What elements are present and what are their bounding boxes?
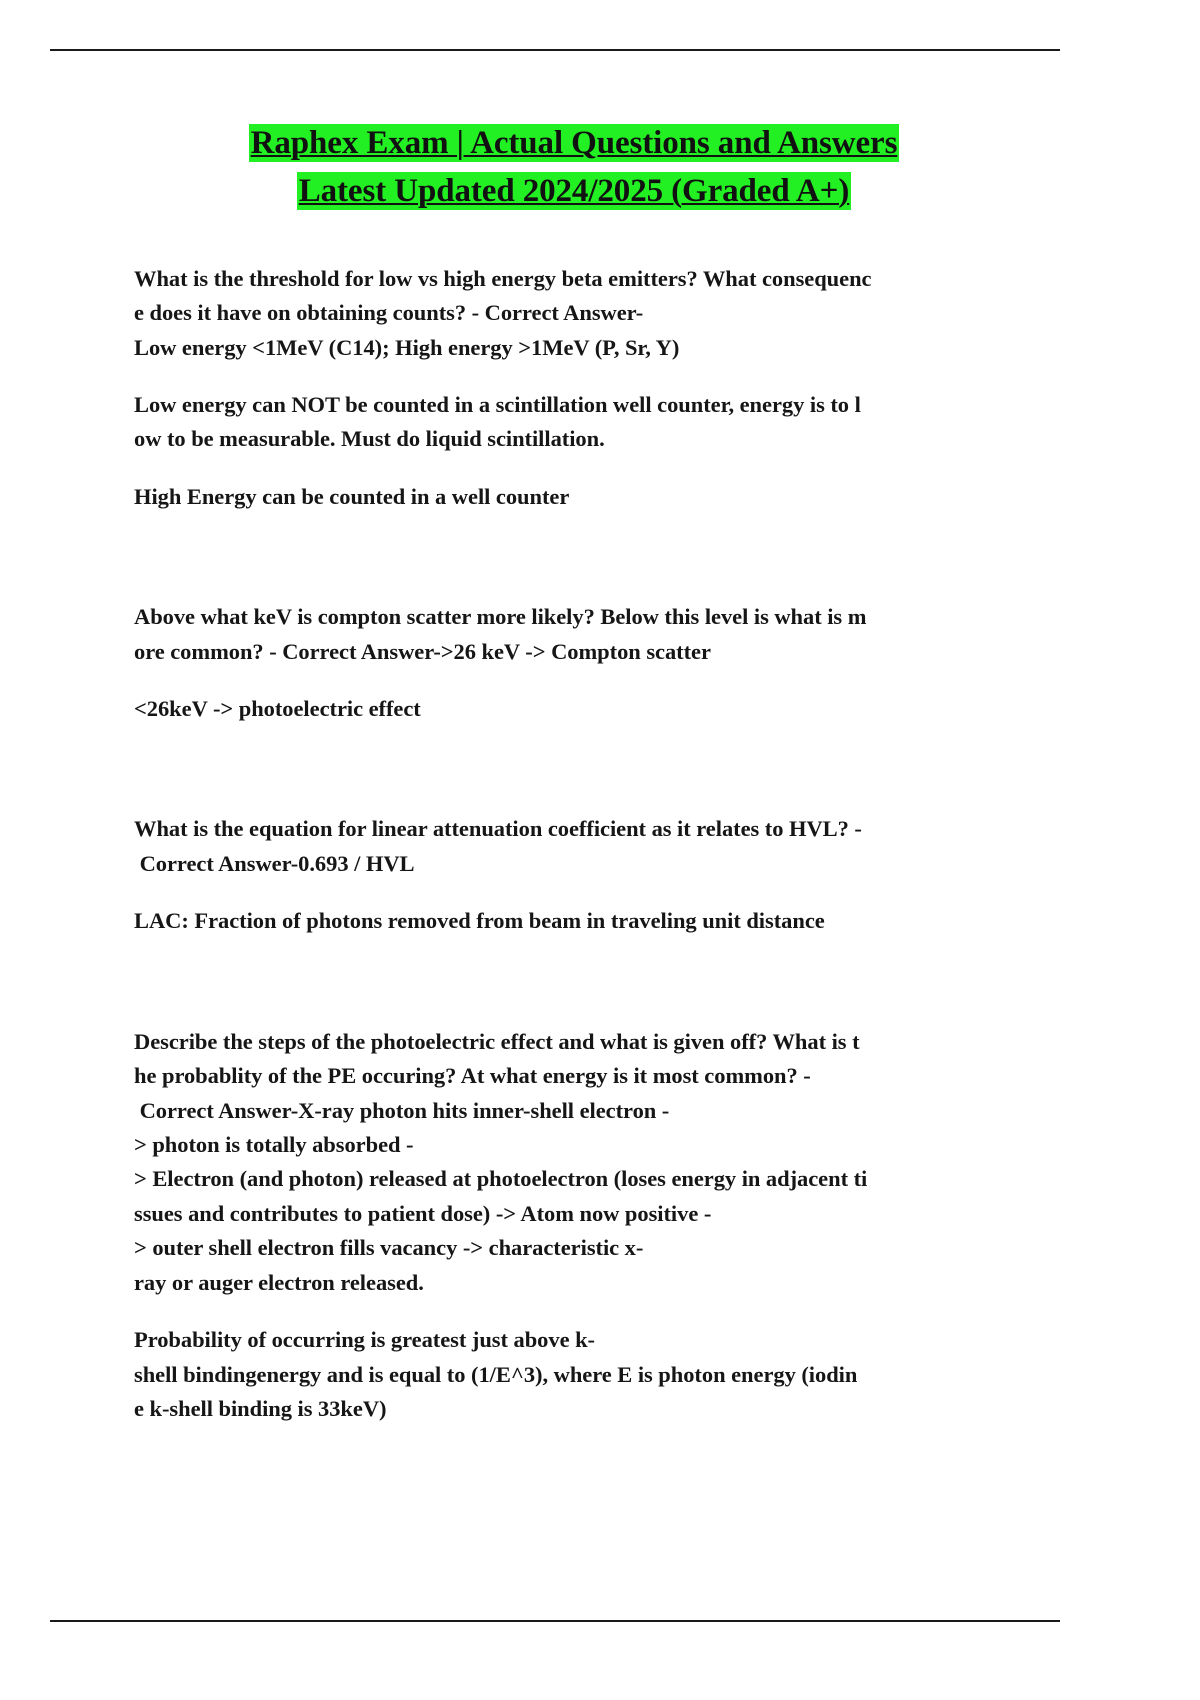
text-block-photoelectric-effect-probability (134, 1323, 1014, 1426)
text-line: Probability of occurring is greatest just above k- (134, 1327, 596, 1353)
text-line: ore common? - Correct Answer->26 keV -> Compton scatter (134, 638, 711, 664)
text-line: What is the threshold for low vs high energy beta emitters? What consequenc (134, 265, 872, 291)
text-block-compton-scatter-note (134, 692, 1014, 726)
text-line: <26keV -> photoelectric effect (134, 696, 421, 722)
text-line: e k-shell binding is 33keV) (134, 1395, 387, 1421)
text-block-photoelectric-effect-question (134, 1025, 1014, 1300)
text-line: > outer shell electron fills vacancy -> characteristic x- (134, 1235, 644, 1261)
text-line: he probablity of the PE occuring? At what energy is it most common? - (134, 1063, 811, 1089)
text-line: What is the equation for linear attenuation coefficient as it relates to HVL? - (134, 816, 862, 842)
footer-rule (50, 1620, 1060, 1622)
text-line: > Electron (and photon) released at photoelectron (loses energy in adjacent ti (134, 1166, 868, 1192)
text-line: Correct Answer-0.693 / HVL (134, 850, 415, 876)
text-line: ssues and contributes to patient dose) -> Atom now positive - (134, 1200, 712, 1226)
text-line: Above what keV is compton scatter more likely? Below this level is what is m (134, 604, 867, 630)
page-title (134, 120, 1014, 216)
text-line: shell bindingenergy and is equal to (1/E^3), where E is photon energy (iodin (134, 1361, 858, 1387)
text-line: Low energy <1MeV (C14); High energy >1MeV (P, Sr, Y) (134, 334, 680, 360)
page-title-line-2: Latest Updated 2024/2025 (Graded A+) (298, 172, 850, 209)
text-line: Correct Answer-X-ray photon hits inner-shell electron - (134, 1097, 670, 1123)
header-rule (50, 49, 1060, 51)
text-block-linear-attenuation-note (134, 904, 1014, 938)
text-line: High Energy can be counted in a well counter (134, 483, 570, 509)
text-line: ow to be measurable. Must do liquid scintillation. (134, 426, 605, 452)
text-block-compton-scatter-question (134, 600, 1014, 669)
text-line: LAC: Fraction of photons removed from beam in traveling unit distance (134, 908, 825, 934)
text-block-beta-emitters-note-2 (134, 480, 1014, 514)
text-line: Low energy can NOT be counted in a scintillation well counter, energy is to l (134, 391, 861, 417)
text-line: e does it have on obtaining counts? - Correct Answer- (134, 300, 644, 326)
text-block-beta-emitters-note-1 (134, 388, 1014, 457)
text-line: > photon is totally absorbed - (134, 1132, 414, 1158)
page-title-line-1: Raphex Exam | Actual Questions and Answers (250, 125, 898, 161)
text-block-beta-emitters-question (134, 262, 1014, 365)
text-line: ray or auger electron released. (134, 1269, 424, 1295)
text-block-linear-attenuation-question (134, 812, 1014, 881)
text-line: Describe the steps of the photoelectric effect and what is given off? What is t (134, 1028, 860, 1054)
page-content (134, 120, 1014, 1449)
